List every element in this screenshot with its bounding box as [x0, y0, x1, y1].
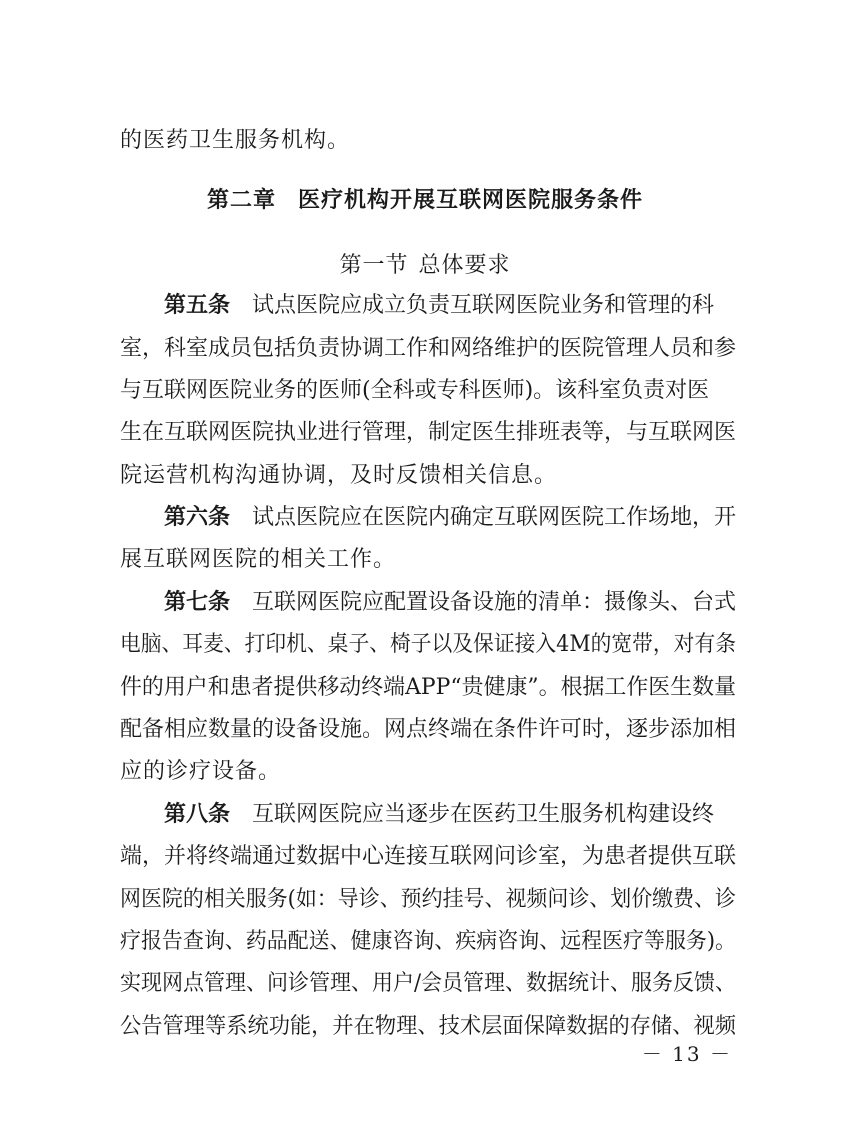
article-8-label: 第八条 [164, 802, 231, 827]
article-text-line: 配备相应数量的设备设施。网点终端在条件许可时，逐步添加相 [120, 717, 737, 742]
chapter-number: 第二章 [206, 188, 276, 213]
chapter-title: 医疗机构开展互联网医院服务条件 [298, 188, 644, 213]
article-text-line: 试点医院应在医院内确定互联网医院工作场地，开 [252, 505, 736, 530]
article-6-line-1 [164, 503, 736, 533]
article-text-line: 应的诊疗设备。 [120, 759, 282, 784]
page-number: － 13 － [641, 1042, 732, 1066]
article-text-line: 疗报告查询、药品配送、健康咨询、疾病咨询、远程医疗等服务)。 [120, 929, 737, 954]
article-text-line: 室，科室成员包括负责协调工作和网络维护的医院管理人员和参 [120, 336, 737, 361]
chapter-heading [0, 186, 850, 216]
article-text-line: 互联网医院应配置设备设施的清单：摄像头、台式 [252, 590, 736, 615]
article-text-line: 公告管理等系统功能，并在物理、技术层面保障数据的存储、视频 [120, 1014, 737, 1039]
article-text-line: 生在互联网医院执业进行管理，制定医生排班表等，与互联网医 [120, 420, 737, 445]
article-5-label: 第五条 [164, 293, 231, 318]
article-5-line-1 [164, 291, 714, 321]
article-text-line: 与互联网医院业务的医师(全科或专科医师)。该科室负责对医 [120, 378, 710, 403]
intro-tail-text: 的医药卫生服务机构。 [120, 128, 351, 153]
article-text-line: 院运营机构沟通协调，及时反馈相关信息。 [120, 463, 558, 488]
article-text-line: 互联网医院应当逐步在医药卫生服务机构建设终 [252, 802, 715, 827]
section-number: 第一节 [339, 253, 409, 278]
article-8-line-1 [164, 800, 714, 830]
article-text-line: 端，并将终端通过数据中心连接互联网问诊室，为患者提供互联 [120, 844, 737, 869]
article-text-line: 件的用户和患者提供移动终端APP“贵健康”。根据工作医生数量 [120, 675, 737, 700]
article-7-label: 第七条 [164, 590, 231, 615]
article-text-line: 试点医院应成立负责互联网医院业务和管理的科 [252, 293, 715, 318]
article-text-line: 实现网点管理、问诊管理、用户/会员管理、数据统计、服务反馈、 [120, 971, 736, 996]
article-text-line: 电脑、耳麦、打印机、桌子、椅子以及保证接入4M的宽带，对有条 [120, 632, 736, 657]
article-6-label: 第六条 [164, 505, 231, 530]
section-title: 总体要求 [418, 253, 511, 278]
article-7-line-1 [164, 588, 736, 618]
article-text-line: 展互联网医院的相关工作。 [120, 547, 397, 572]
section-heading [0, 251, 850, 281]
article-text-line: 网医院的相关服务(如：导诊、预约挂号、视频问诊、划价缴费、诊 [120, 887, 737, 912]
